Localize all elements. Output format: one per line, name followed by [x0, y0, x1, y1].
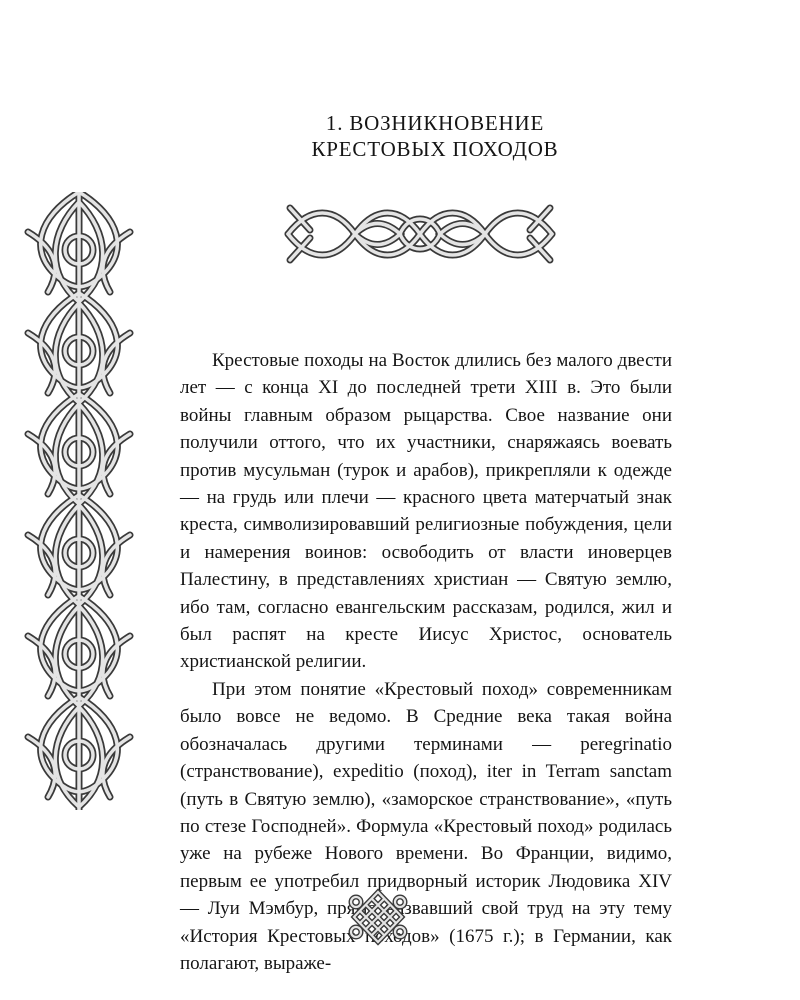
chapter-title-line-1: 1. ВОЗНИКНОВЕНИЕ — [325, 111, 545, 135]
body-text — [180, 347, 672, 977]
chapter-title — [200, 110, 670, 162]
celtic-knot-column-ornament — [18, 192, 140, 810]
chapter-title-line-2: КРЕСТОВЫХ ПОХОДОВ — [311, 137, 559, 161]
paragraph-2: При этом понятие «Крестовый поход» современникам было вовсе не ведомо. В Средние века такая война обозначалась другими терминами — peregrinatio (странствование), expeditio (поход), iter in Terram sanctam (путь в Святую землю), «заморское странствование», «путь по стезе Господней». Формула «Крестовый поход» родилась уже на рубеже Нового времени. Во Франции, видимо, первым ее употребил придворный историк Людовика XIV — Луи Мэмбур, прямо назвавший свой труд на эту тему «История Крестовых походов» (1675 г.); в Германии, как полагают, выраже- — [180, 678, 672, 974]
paragraph-1: Крестовые походы на Восток длились без малого двести лет — с конца XI до последней трети XIII в. Это были войны главным образом рыцарства. Свое название они получили оттого, что их участники, снаряжаясь воевать против мусульман (турок и арабов), прикрепляли к одежде — на грудь или плечи — красного цвета матерчатый знак креста, символизировавший религиозные побуждения, цели и намерения воинов: освободить от власти иноверцев Палестину, в представлениях христиан — Святую землю, ибо там, согласно евангельским рассказам, родился, жил и был распят на кресте Иисус Христос, основатель христианской религии. — [180, 350, 672, 673]
endless-knot-ornament — [348, 888, 408, 946]
celtic-knot-band-ornament — [280, 200, 560, 268]
